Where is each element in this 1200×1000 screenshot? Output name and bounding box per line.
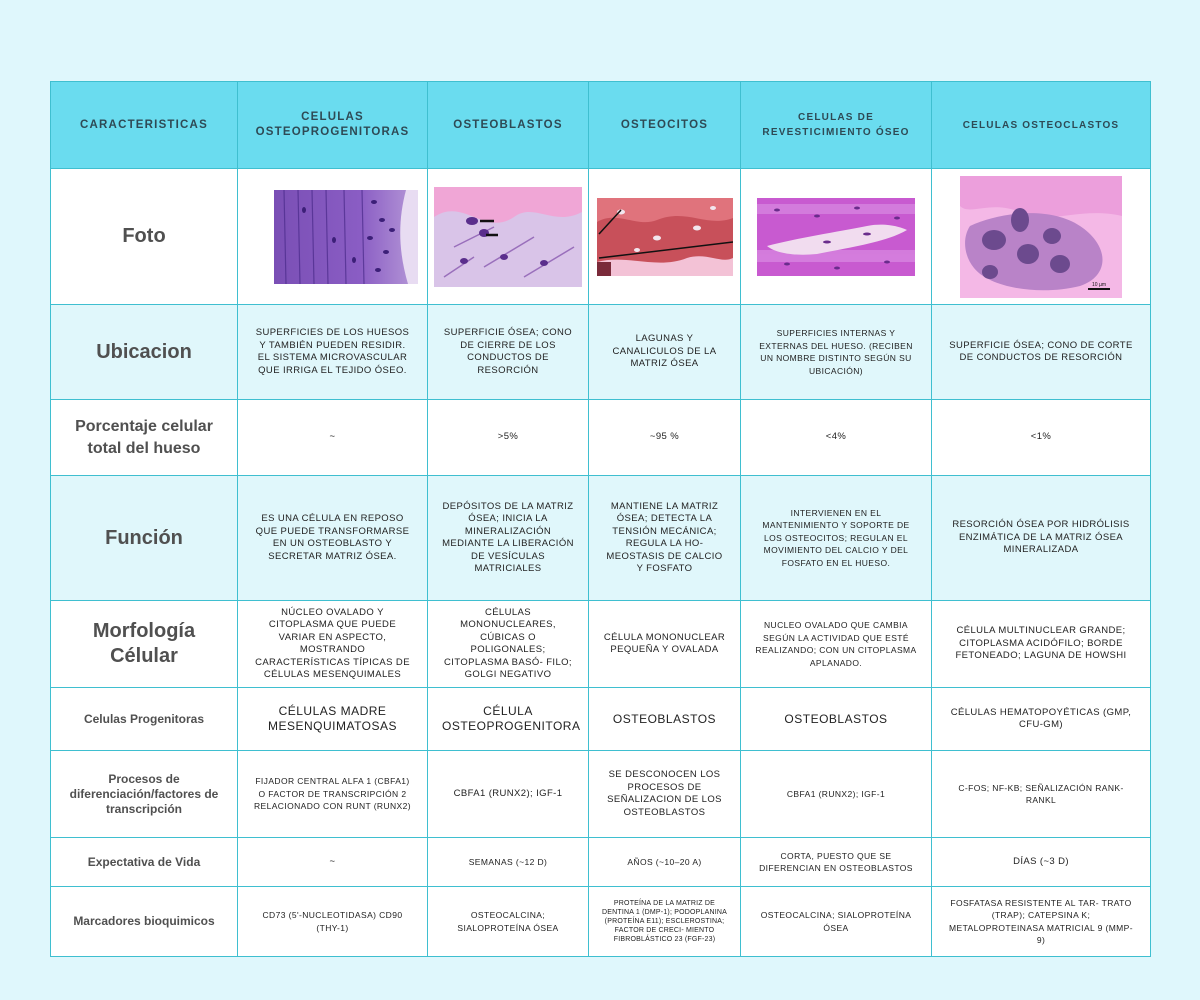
row-funcion	[51, 476, 1151, 601]
progenitoras-osteoblastos: CÉLULA OSTEOPROGENITORA	[428, 688, 589, 751]
expectativa-osteocitos: AÑOS (~10–20 A)	[589, 838, 741, 887]
procesos-osteoblastos: CBFA1 (RUNX2); IGF-1	[428, 751, 589, 838]
procesos-osteoclastos: C-FOS; NF-KB; SEÑALIZACIÓN RANK-RANKL	[932, 751, 1151, 838]
morfologia-osteoprogenitoras: NÚCLEO OVALADO Y CITOPLASMA QUE PUEDE VARIAR EN ASPECTO, MOSTRANDO CARACTERÍSTICAS TÍPICAS DE CÉLULAS MESENQUIMALES	[238, 601, 428, 688]
progenitoras-osteoclastos: CÉLULAS HEMATOPOYÉTICAS (GMP, CFU-GM)	[932, 688, 1151, 751]
row-ubicacion	[51, 305, 1151, 400]
marcadores-osteoprogenitoras: CD73 (5'-NUCLEOTIDASA) CD90 (THY-1)	[238, 887, 428, 957]
funcion-osteocitos: MANTIENE LA MATRIZ ÓSEA; DETECTA LA TENSIÓN MECÁNICA; REGULA LA HO- MEOSTASIS DE CALCIO Y FOSFATO	[589, 476, 741, 601]
row-morfologia	[51, 601, 1151, 688]
header-caracteristicas: CARACTERISTICAS	[51, 82, 238, 169]
osteoblast-histology-image	[434, 187, 582, 287]
row-marcadores	[51, 887, 1151, 957]
funcion-osteoblastos: DEPÓSITOS DE LA MATRIZ ÓSEA; INICIA LA MINERALIZACIÓN MEDIANTE LA LIBERACIÓN DE VESÍCULAS MATRICIALES	[428, 476, 589, 601]
row-label-marcadores: Marcadores bioquimicos	[51, 887, 238, 957]
morfologia-osteocitos: CÉLULA MONONUCLEAR PEQUEÑA Y OVALADA	[589, 601, 741, 688]
row-porcentaje	[51, 400, 1151, 476]
ubicacion-osteoclastos: SUPERFICIE ÓSEA; CONO DE CORTE DE CONDUCTOS DE RESORCIÓN	[932, 305, 1151, 400]
porcentaje-revestimiento: <4%	[741, 400, 932, 476]
photo-revestimiento-cell	[741, 169, 932, 305]
morfologia-revestimiento: NUCLEO OVALADO QUE CAMBIA SEGÚN LA ACTIVIDAD QUE ESTÉ REALIZANDO; CON UN CITOPLASMA APLANADO.	[741, 601, 932, 688]
row-label-morfologia: Morfología Célular	[51, 601, 238, 688]
ubicacion-revestimiento: SUPERFICIES INTERNAS Y EXTERNAS DEL HUESO. (RECIBEN UN NOMBRE DISTINTO SEGÚN SU UBICACIÓN)	[741, 305, 932, 400]
osteoclast-histology-image	[960, 176, 1122, 298]
ubicacion-osteocitos: LAGUNAS Y CANALICULOS DE LA MATRIZ ÓSEA	[589, 305, 741, 400]
expectativa-osteoblastos: SEMANAS (~12 D)	[428, 838, 589, 887]
lining-cell-histology-image	[757, 198, 915, 276]
photo-osteoclastos-cell	[932, 169, 1151, 305]
funcion-osteoprogenitoras: ES UNA CÉLULA EN REPOSO QUE PUEDE TRANSFORMARSE EN UN OSTEOBLASTO Y SECRETAR MATRIZ ÓSEA.	[238, 476, 428, 601]
porcentaje-osteoblastos: >5%	[428, 400, 589, 476]
expectativa-osteoclastos: DÍAS (~3 D)	[932, 838, 1151, 887]
expectativa-osteoprogenitoras: ~	[238, 838, 428, 887]
funcion-revestimiento: INTERVIENEN EN EL MANTENIMIENTO Y SOPORTE DE LOS OSTEOCITOS; REGULAN EL MOVIMIENTO DEL CALCIO Y DEL FOSFATO EN EL HUESO.	[741, 476, 932, 601]
funcion-osteoclastos: RESORCIÓN ÓSEA POR HIDRÓLISIS ENZIMÁTICA DE LA MATRIZ ÓSEA MINERALIZADA	[932, 476, 1151, 601]
procesos-osteocitos: SE DESCONOCEN LOS PROCESOS DE SEÑALIZACION DE LOS OSTEOBLASTOS	[589, 751, 741, 838]
row-label-procesos: Procesos de diferenciación/factores de transcripción	[51, 751, 238, 838]
marcadores-osteoblastos: OSTEOCALCINA; SIALOPROTEÍNA ÓSEA	[428, 887, 589, 957]
porcentaje-osteoclastos: <1%	[932, 400, 1151, 476]
row-label-foto: Foto	[51, 169, 238, 305]
row-progenitoras	[51, 688, 1151, 751]
scale-bar-label: 10 µm	[1092, 281, 1106, 288]
row-label-expectativa: Expectativa de Vida	[51, 838, 238, 887]
ubicacion-osteoblastos: SUPERFICIE ÓSEA; CONO DE CIERRE DE LOS CONDUCTOS DE RESORCIÓN	[428, 305, 589, 400]
ubicacion-osteoprogenitoras: SUPERFICIES DE LOS HUESOS Y TAMBIÉN PUEDEN RESIDIR. EL SISTEMA MICROVASCULAR QUE IRRIGA EL TEJIDO ÓSEO.	[238, 305, 428, 400]
progenitoras-osteocitos: OSTEOBLASTOS	[589, 688, 741, 751]
header-row	[51, 82, 1151, 169]
photo-osteocitos-cell	[589, 169, 741, 305]
marcadores-osteocitos: PROTEÍNA DE LA MATRIZ DE DENTINA 1 (DMP-1); PODOPLANINA (PROTEÍNA E11); ESCLEROSTINA; FACTOR DE CRECI- MIENTO FIBROBLÁSTICO 23 (FGF-23)	[589, 887, 741, 957]
morfologia-osteoclastos: CÉLULA MULTINUCLEAR GRANDE; CITOPLASMA ACIDÓFILO; BORDE FETONEADO; LAGUNA DE HOWSHI	[932, 601, 1151, 688]
row-label-funcion: Función	[51, 476, 238, 601]
header-osteocitos: OSTEOCITOS	[589, 82, 741, 169]
marcadores-osteoclastos: FOSFATASA RESISTENTE AL TAR- TRATO (TRAP); CATEPSINA K; METALOPROTEINASA MATRICIAL 9 (MMP-9)	[932, 887, 1151, 957]
porcentaje-osteoprogenitoras: ~	[238, 400, 428, 476]
header-revestimiento: CELULAS DE REVESTICIMIENTO ÓSEO	[741, 82, 932, 169]
expectativa-revestimiento: CORTA, PUESTO QUE SE DIFERENCIAN EN OSTEOBLASTOS	[741, 838, 932, 887]
cell-characteristics-table	[50, 81, 1151, 957]
marcadores-revestimiento: OSTEOCALCINA; SIALOPROTEÍNA ÓSEA	[741, 887, 932, 957]
row-procesos	[51, 751, 1151, 838]
porcentaje-osteocitos: ~95 %	[589, 400, 741, 476]
header-osteoprogenitoras: CELULAS OSTEOPROGENITORAS	[238, 82, 428, 169]
photo-osteoblastos-cell	[428, 169, 589, 305]
osteocyte-histology-image	[597, 198, 733, 276]
row-foto	[51, 169, 1151, 305]
progenitoras-revestimiento: OSTEOBLASTOS	[741, 688, 932, 751]
row-expectativa	[51, 838, 1151, 887]
progenitoras-osteoprogenitoras: CÉLULAS MADRE MESENQUIMATOSAS	[238, 688, 428, 751]
header-osteoclastos: CELULAS OSTEOCLASTOS	[932, 82, 1151, 169]
row-label-porcentaje: Porcentaje celular total del hueso	[51, 400, 238, 476]
row-label-progenitoras: Celulas Progenitoras	[51, 688, 238, 751]
photo-osteoprogenitoras-cell	[238, 169, 428, 305]
procesos-revestimiento: CBFA1 (RUNX2); IGF-1	[741, 751, 932, 838]
procesos-osteoprogenitoras: FIJADOR CENTRAL ALFA 1 (CBFA1) O FACTOR DE TRANSCRIPCIÓN 2 RELACIONADO CON RUNT (RUNX2)	[238, 751, 428, 838]
header-osteoblastos: OSTEOBLASTOS	[428, 82, 589, 169]
row-label-ubicacion: Ubicacion	[51, 305, 238, 400]
morfologia-osteoblastos: CÉLULAS MONONUCLEARES, CÚBICAS O POLIGONALES; CITOPLASMA BASÓ- FILO; GOLGI NEGATIVO	[428, 601, 589, 688]
osteoprogenitor-histology-image	[274, 190, 418, 284]
